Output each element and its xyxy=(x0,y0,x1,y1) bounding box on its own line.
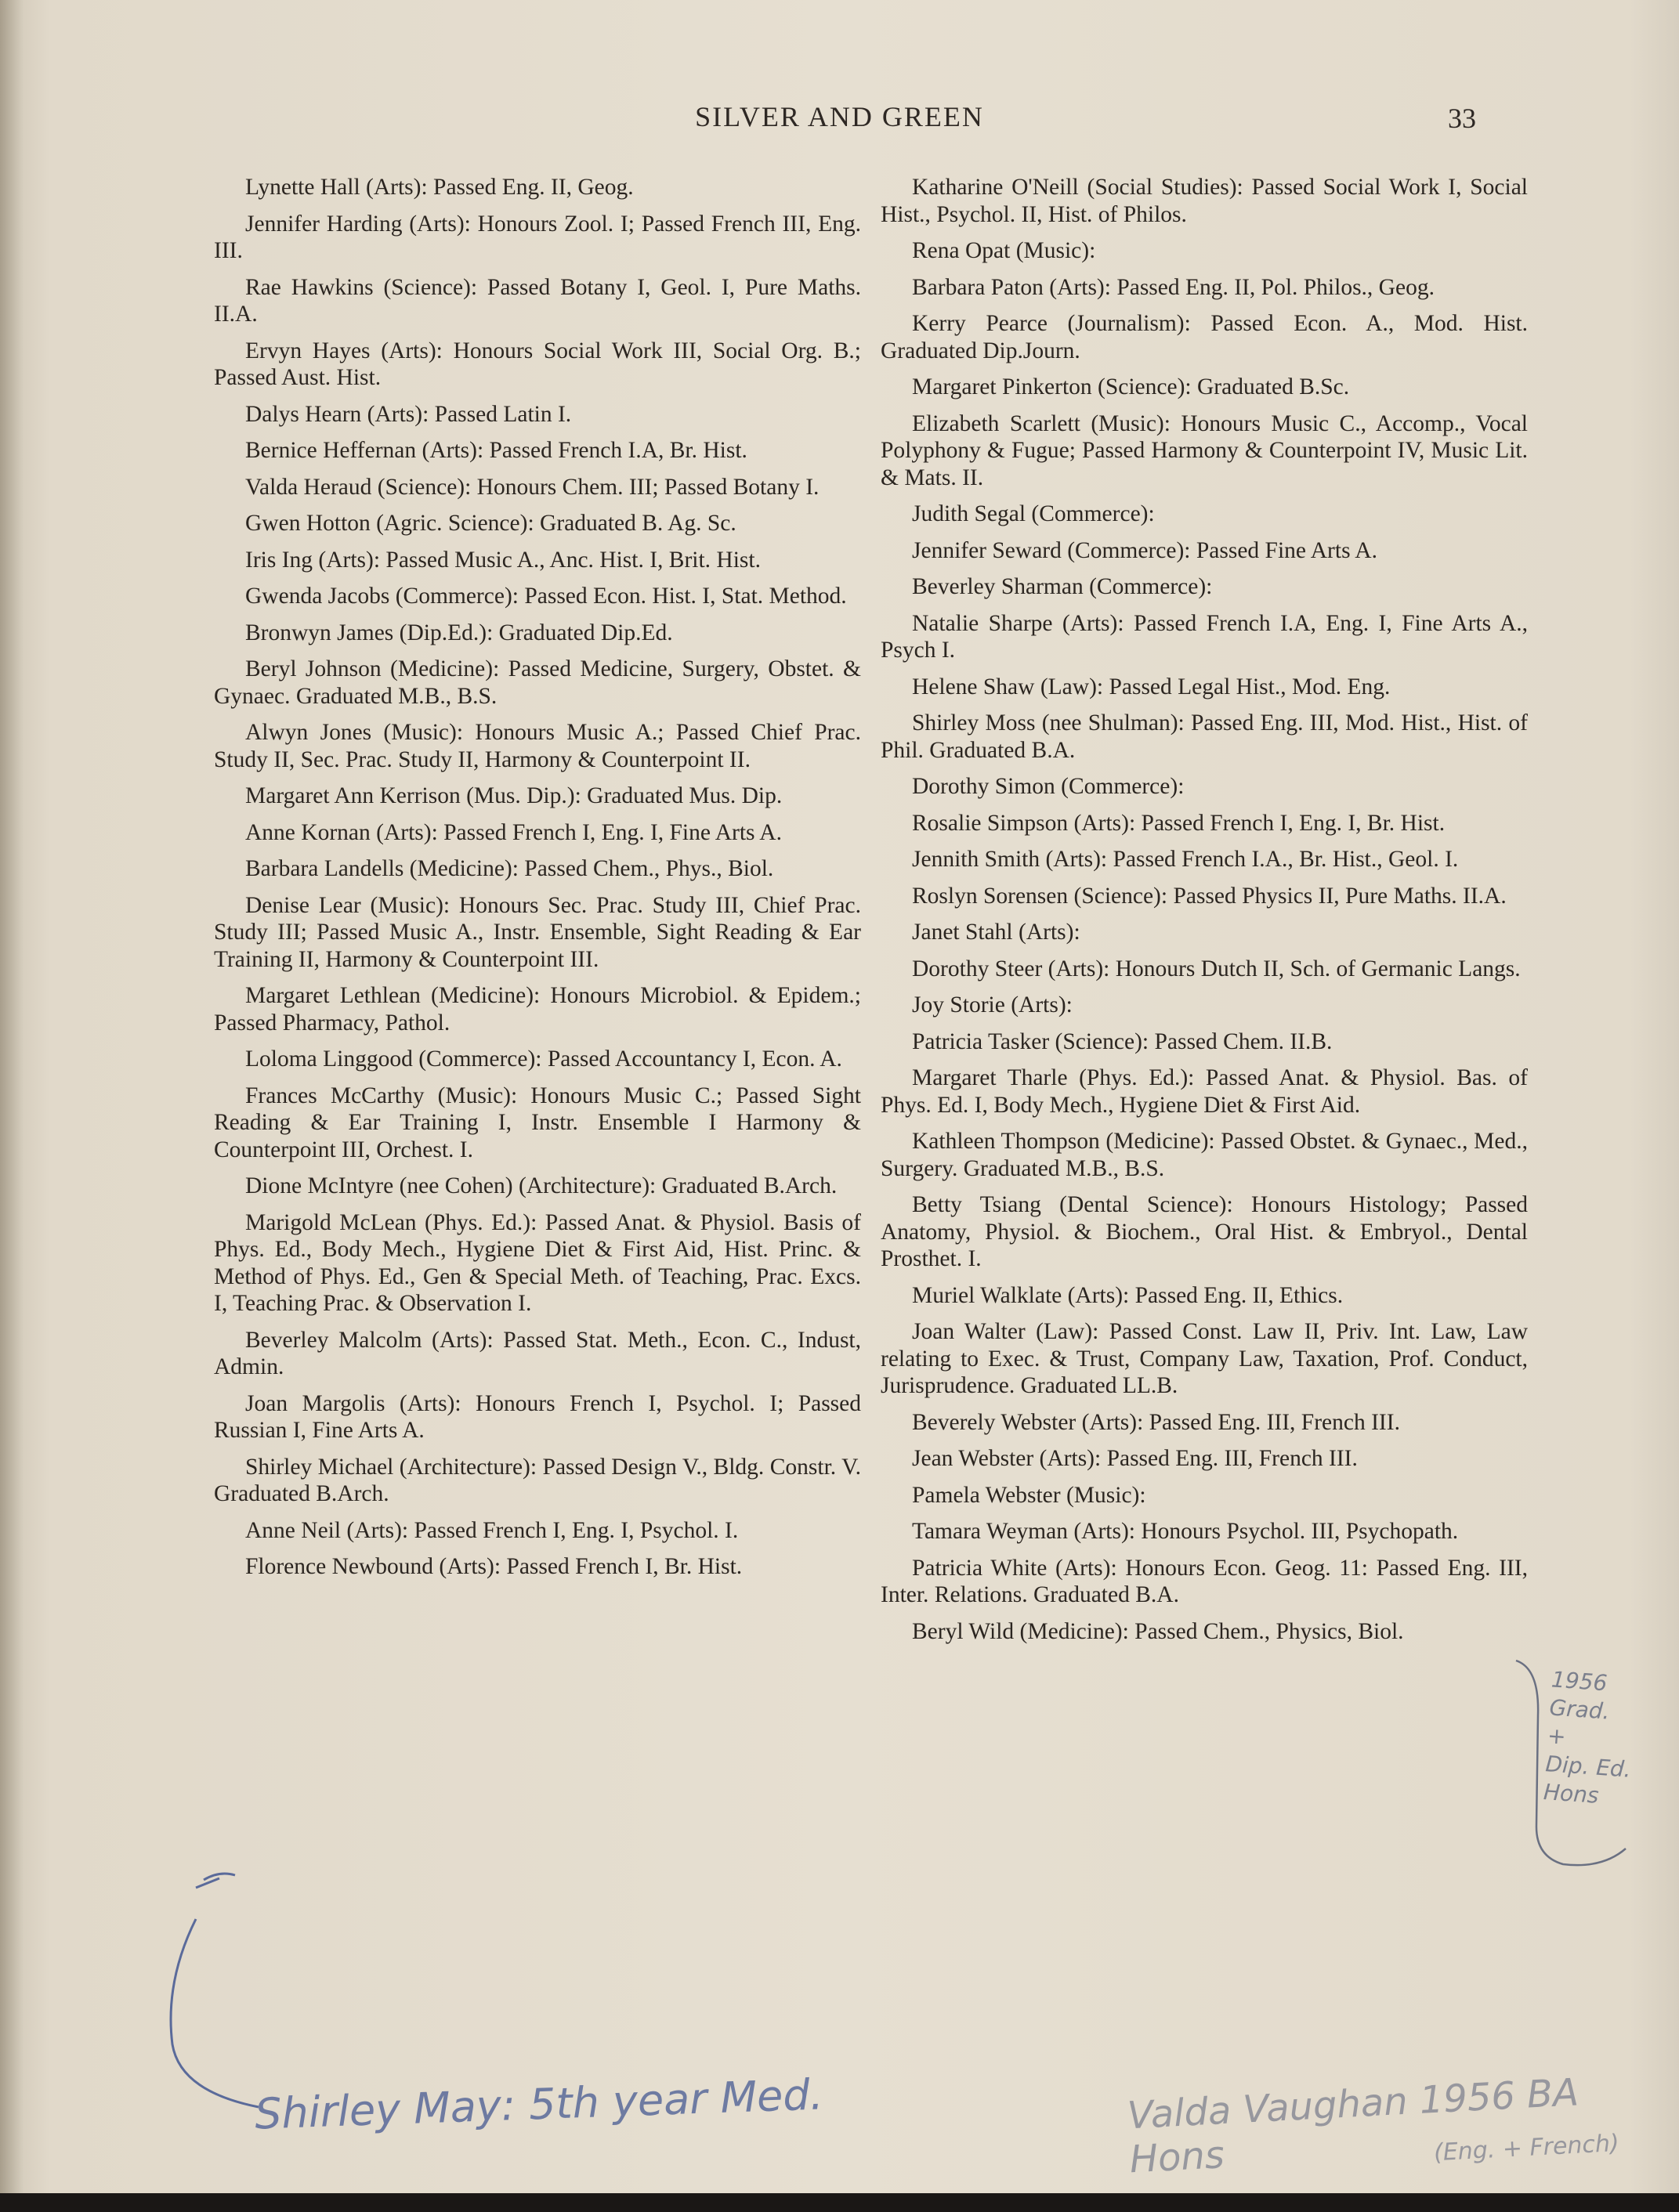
entry: Barbara Paton (Arts): Passed Eng. II, Pol. Philos., Geog. xyxy=(912,274,1435,300)
entry: Marigold McLean (Phys. Ed.): Passed Anat. & Physiol. Basis of Phys. Ed., Body Mech., Hygiene Diet & First Aid, Hist. Princ. & Method of Phys. Ed., Gen & Special Meth. of Teaching, Prac. Excs. I, Teaching Prac. & Observation I. xyxy=(214,1209,861,1316)
entry: Valda Heraud (Science): Honours Chem. III; Passed Botany I. xyxy=(245,474,820,500)
entry: Jennifer Harding (Arts): Honours Zool. I; Passed French III, Eng. III. xyxy=(214,211,861,263)
entry: Margaret Pinkerton (Science): Graduated B.Sc. xyxy=(912,374,1350,399)
entry: Jean Webster (Arts): Passed Eng. III, French III. xyxy=(912,1446,1358,1471)
entry: Bernice Heffernan (Arts): Passed French I.A, Br. Hist. xyxy=(245,438,747,463)
entry: Joan Walter (Law): Passed Const. Law II, Priv. Int. Law, Law relating to Exec. & Trust, Company Law, Taxation, Prof. Conduct, Jurisprudence. Graduated LL.B. xyxy=(881,1319,1528,1398)
entry: Muriel Walklate (Arts): Passed Eng. II, Ethics. xyxy=(912,1282,1344,1308)
entry: Shirley Moss (nee Shulman): Passed Eng. III, Mod. Hist., Hist. of Phil. Graduated B.A. xyxy=(881,710,1528,763)
entry: Dalys Hearn (Arts): Passed Latin I. xyxy=(245,401,572,427)
entry: Pamela Webster (Music): xyxy=(912,1482,1146,1508)
side-note-line: Grad. xyxy=(1548,1694,1611,1725)
margin-bracket-left xyxy=(149,1864,282,2123)
entry: Margaret Tharle (Phys. Ed.): Passed Anat. & Physiol. Bas. of Phys. Ed. I, Body Mech., Hygiene Diet & First Aid. xyxy=(881,1065,1528,1118)
entry: Tamara Weyman (Arts): Honours Psychol. III, Psychopath. xyxy=(912,1519,1459,1544)
entry: Rosalie Simpson (Arts): Passed French I, Eng. I, Br. Hist. xyxy=(912,810,1446,836)
entry: Helene Shaw (Law): Passed Legal Hist., Mod. Eng. xyxy=(912,674,1391,699)
side-note-line: Hons xyxy=(1542,1779,1600,1809)
side-note-line: Dip. Ed. xyxy=(1544,1751,1632,1783)
entry: Anne Kornan (Arts): Passed French I, Eng. I, Fine Arts A. xyxy=(245,819,782,845)
entry: Lynette Hall (Arts): Passed Eng. II, Geog. xyxy=(245,175,634,200)
left-column xyxy=(214,174,861,1590)
entry: Joy Storie (Arts): xyxy=(912,992,1073,1017)
entry: Gwen Hotton (Agric. Science): Graduated B. Ag. Sc. xyxy=(245,511,736,536)
entry: Ervyn Hayes (Arts): Honours Social Work III, Social Org. B.; Passed Aust. Hist. xyxy=(214,338,861,390)
entry: Loloma Linggood (Commerce): Passed Accountancy I, Econ. A. xyxy=(245,1046,842,1072)
handwritten-note-valda-vaughan: Valda Vaughan 1956 BA Hons xyxy=(1126,2070,1580,2182)
right-column xyxy=(881,174,1528,1654)
entry: Natalie Sharpe (Arts): Passed French I.A, Eng. I, Fine Arts A., Psych I. xyxy=(881,610,1528,663)
entry: Janet Stahl (Arts): xyxy=(912,920,1080,945)
entry: Jennifer Seward (Commerce): Passed Fine Arts A. xyxy=(912,537,1377,563)
entry: Elizabeth Scarlett (Music): Honours Music C., Accomp., Vocal Polyphony & Fugue; Passed Harmony & Counterpoint IV, Music Lit. & Mats. II. xyxy=(881,410,1528,490)
entry: Alwyn Jones (Music): Honours Music A.; Passed Chief Prac. Study II, Sec. Prac. Study II, Harmony & Counterpoint II. xyxy=(214,720,861,772)
entry: Patricia White (Arts): Honours Econ. Geog. 11: Passed Eng. III, Inter. Relations. Graduated B.A. xyxy=(881,1555,1528,1607)
running-head: SILVER AND GREEN xyxy=(695,101,984,132)
entry: Shirley Michael (Architecture): Passed Design V., Bldg. Constr. V. Graduated B.Arch. xyxy=(214,1454,861,1506)
page-number: 33 xyxy=(1448,103,1476,134)
entry: Rae Hawkins (Science): Passed Botany I, Geol. I, Pure Maths. II.A. xyxy=(214,274,861,327)
entry: Gwenda Jacobs (Commerce): Passed Econ. Hist. I, Stat. Method. xyxy=(245,584,847,609)
entry: Rena Opat (Music): xyxy=(912,238,1096,263)
binding-shadow xyxy=(0,0,24,2212)
entry: Roslyn Sorensen (Science): Passed Physics II, Pure Maths. II.A. xyxy=(912,883,1507,909)
entry: Betty Tsiang (Dental Science): Honours Histology; Passed Anatomy, Physiol. & Biochem., Oral Hist. & Embryol., Dental Prosthet. I. xyxy=(881,1192,1528,1271)
entry: Kathleen Thompson (Medicine): Passed Obstet. & Gynaec., Med., Surgery. Graduated M.B., B.S. xyxy=(881,1129,1528,1181)
entry: Jennith Smith (Arts): Passed French I.A., Br. Hist., Geol. I. xyxy=(912,847,1459,872)
entry: Beverely Webster (Arts): Passed Eng. III, French III. xyxy=(912,1409,1400,1435)
entry: Beverley Sharman (Commerce): xyxy=(912,574,1213,599)
entry: Beverley Malcolm (Arts): Passed Stat. Meth., Econ. C., Indust, Admin. xyxy=(214,1327,861,1379)
handwritten-note-valda-vaughan-sub: (Eng. + French) xyxy=(1433,2129,1620,2167)
entry: Joan Margolis (Arts): Honours French I, Psychol. I; Passed Russian I, Fine Arts A. xyxy=(214,1390,861,1443)
entry: Dione McIntyre (nee Cohen) (Architecture): Graduated B.Arch. xyxy=(245,1173,838,1198)
entry: Katharine O'Neill (Social Studies): Passed Social Work I, Social Hist., Psychol. II, Hist. of Philos. xyxy=(881,175,1528,227)
scan-bottom-edge xyxy=(0,2193,1679,2212)
entry: Florence Newbound (Arts): Passed French I, Br. Hist. xyxy=(245,1554,743,1579)
handwritten-note-shirley-may: Shirley May: 5th year Med. xyxy=(254,2069,824,2139)
entry: Patricia Tasker (Science): Passed Chem. II.B. xyxy=(912,1028,1333,1054)
entry: Frances McCarthy (Music): Honours Music C.; Passed Sight Reading & Ear Training I, Instr. Ensemble I Harmony & Counterpoint III, Orchest. I. xyxy=(214,1083,861,1162)
handwritten-side-note xyxy=(1543,1665,1638,1812)
entry: Margaret Ann Kerrison (Mus. Dip.): Graduated Mus. Dip. xyxy=(245,783,783,808)
side-note-line: 1956 xyxy=(1551,1666,1608,1697)
side-note-line: + xyxy=(1547,1722,1567,1750)
entry: Beryl Wild (Medicine): Passed Chem., Physics, Biol. xyxy=(912,1618,1404,1644)
entry: Anne Neil (Arts): Passed French I, Eng. I, Psychol. I. xyxy=(245,1517,739,1543)
entry: Beryl Johnson (Medicine): Passed Medicine, Surgery, Obstet. & Gynaec. Graduated M.B., B.S. xyxy=(214,656,861,709)
entry: Bronwyn James (Dip.Ed.): Graduated Dip.Ed. xyxy=(245,620,673,645)
entry: Dorothy Simon (Commerce): xyxy=(912,774,1185,799)
entry: Judith Segal (Commerce): xyxy=(912,501,1155,526)
entry: Denise Lear (Music): Honours Sec. Prac. Study III, Chief Prac. Study III; Passed Music A., Instr. Ensemble, Sight Reading & Ear Training II, Harmony & Counterpoint III. xyxy=(214,892,861,972)
entry: Kerry Pearce (Journalism): Passed Econ. A., Mod. Hist. Graduated Dip.Journ. xyxy=(881,311,1528,363)
entry: Dorothy Steer (Arts): Honours Dutch II, Sch. of Germanic Langs. xyxy=(912,956,1521,981)
entry: Margaret Lethlean (Medicine): Honours Microbiol. & Epidem.; Passed Pharmacy, Pathol. xyxy=(214,983,861,1036)
entry: Barbara Landells (Medicine): Passed Chem., Phys., Biol. xyxy=(245,856,774,881)
entry: Iris Ing (Arts): Passed Music A., Anc. Hist. I, Brit. Hist. xyxy=(245,547,761,573)
